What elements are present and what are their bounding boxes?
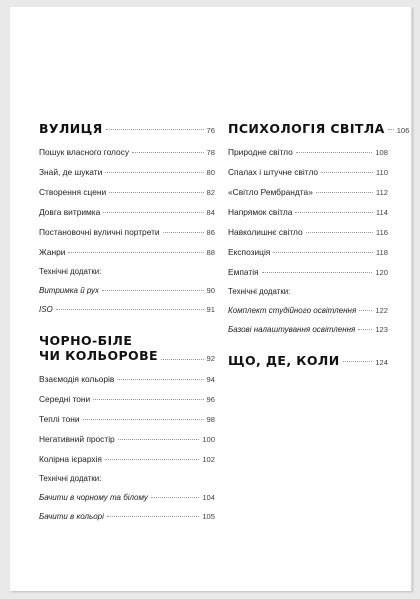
page-number: 96 bbox=[206, 395, 215, 404]
leader-dots bbox=[321, 172, 373, 173]
leader-dots bbox=[103, 212, 203, 213]
page-number: 90 bbox=[206, 286, 215, 295]
leader-dots bbox=[358, 329, 372, 330]
page-number: 110 bbox=[375, 168, 388, 177]
tech-appendix-heading: Технічні додатки: bbox=[39, 267, 102, 276]
page-number: 94 bbox=[206, 375, 215, 384]
toc-entry[interactable] bbox=[39, 167, 215, 178]
entry-label: Природне світло bbox=[228, 147, 293, 157]
leader-dots bbox=[132, 152, 203, 153]
entry-label: Пошук власного голосу bbox=[39, 147, 130, 157]
toc-entry[interactable] bbox=[39, 394, 215, 405]
toc-entry[interactable] bbox=[39, 512, 215, 522]
entry-label: Бачити в чорному та білому bbox=[39, 493, 148, 502]
tech-appendix-heading: Технічні додатки: bbox=[228, 287, 291, 296]
leader-dots bbox=[316, 192, 373, 193]
entry-label: Колірна ієрархія bbox=[39, 454, 102, 464]
toc-entry[interactable] bbox=[39, 147, 215, 158]
toc-entry[interactable] bbox=[39, 454, 215, 465]
page-number: 80 bbox=[206, 168, 215, 177]
leader-dots bbox=[163, 232, 204, 233]
entry-label: Експозиція bbox=[228, 247, 271, 257]
section-heading-what-where-when[interactable] bbox=[228, 353, 388, 368]
leader-dots bbox=[296, 152, 373, 153]
page-number: 86 bbox=[206, 228, 215, 237]
page-number: 105 bbox=[202, 512, 215, 521]
leader-dots bbox=[117, 379, 203, 380]
section-heading-bw-color[interactable] bbox=[39, 333, 215, 363]
leader-dots bbox=[106, 129, 204, 130]
leader-dots bbox=[118, 439, 200, 440]
entry-label: Витримка й рух bbox=[39, 286, 100, 295]
toc-entry[interactable] bbox=[39, 207, 215, 218]
section-heading-street[interactable] bbox=[39, 121, 215, 136]
page-number: 104 bbox=[202, 493, 215, 502]
entry-label: Середні тони bbox=[39, 394, 91, 404]
page-number: 92 bbox=[206, 354, 215, 363]
leader-dots bbox=[102, 290, 204, 291]
page-number: 76 bbox=[206, 126, 215, 135]
entry-label: ISO bbox=[39, 305, 53, 314]
leader-dots bbox=[151, 497, 199, 498]
leader-dots bbox=[68, 252, 203, 253]
page-number: 88 bbox=[206, 248, 215, 257]
entry-label: Навколишнє світло bbox=[228, 227, 303, 237]
page-number: 98 bbox=[206, 415, 215, 424]
entry-label: Бачити в кольорі bbox=[39, 512, 104, 521]
leader-dots bbox=[161, 359, 204, 360]
toc-entry[interactable] bbox=[228, 207, 388, 218]
toc-entry[interactable] bbox=[228, 167, 388, 178]
leader-dots bbox=[306, 232, 373, 233]
toc-entry[interactable] bbox=[228, 147, 388, 158]
section-heading-light[interactable] bbox=[228, 121, 410, 136]
leader-dots bbox=[343, 361, 373, 362]
page-number: 120 bbox=[375, 268, 388, 277]
leader-dots bbox=[83, 419, 204, 420]
page-number: 118 bbox=[375, 248, 388, 257]
section-title bbox=[39, 333, 158, 363]
page-number: 106 bbox=[396, 126, 410, 135]
leader-dots bbox=[273, 252, 373, 253]
entry-label: Теплі тони bbox=[39, 414, 80, 424]
leader-dots bbox=[109, 192, 203, 193]
page-number: 82 bbox=[206, 188, 215, 197]
toc-entry[interactable] bbox=[39, 414, 215, 425]
toc-entry[interactable] bbox=[39, 286, 215, 296]
entry-label: Взаємодія кольорів bbox=[39, 374, 115, 384]
toc-entry[interactable] bbox=[228, 325, 388, 335]
entry-label: Негативний простір bbox=[39, 434, 115, 444]
entry-label: Спалах і штучне світло bbox=[228, 167, 319, 177]
toc-entry[interactable] bbox=[39, 434, 215, 445]
toc-entry[interactable] bbox=[228, 267, 388, 278]
toc-entry[interactable] bbox=[39, 187, 215, 198]
leader-dots bbox=[105, 459, 199, 460]
toc-right-column bbox=[228, 121, 410, 379]
page-number: 123 bbox=[375, 325, 388, 334]
leader-dots bbox=[107, 516, 199, 517]
toc-entry[interactable] bbox=[39, 247, 215, 258]
leader-dots bbox=[105, 172, 203, 173]
page-number: 112 bbox=[375, 188, 388, 197]
entry-label: Довга витримка bbox=[39, 207, 101, 217]
section-title: ВУЛИЦЯ bbox=[39, 121, 103, 136]
toc-left-column bbox=[39, 121, 215, 531]
toc-entry[interactable] bbox=[39, 493, 215, 503]
entry-label: Постановочні вуличні портрети bbox=[39, 227, 160, 237]
section-title: ПСИХОЛОГІЯ СВІТЛА bbox=[228, 121, 385, 136]
leader-dots bbox=[262, 272, 373, 273]
leader-dots bbox=[388, 129, 394, 130]
toc-entry[interactable] bbox=[228, 187, 388, 198]
section-title-line-1: ЧОРНО-БІЛЕ bbox=[39, 333, 133, 348]
toc-entry[interactable] bbox=[228, 247, 388, 258]
entry-label: Базові налаштування освітлення bbox=[228, 325, 356, 334]
page-number: 84 bbox=[206, 208, 215, 217]
page-number: 108 bbox=[375, 148, 388, 157]
page-number: 91 bbox=[206, 305, 215, 314]
entry-label: Напрямок світла bbox=[228, 207, 293, 217]
entry-label: Комплект студійного освітлення bbox=[228, 306, 357, 315]
page-number: 100 bbox=[202, 435, 215, 444]
entry-label: Емпатія bbox=[228, 267, 259, 277]
toc-entry[interactable] bbox=[228, 306, 388, 316]
page-number: 124 bbox=[375, 358, 388, 367]
page-number: 102 bbox=[202, 455, 215, 464]
page-number: 78 bbox=[206, 148, 215, 157]
leader-dots bbox=[359, 310, 372, 311]
page-number: 116 bbox=[375, 228, 388, 237]
toc-entry[interactable] bbox=[39, 374, 215, 385]
toc-entry[interactable] bbox=[228, 227, 388, 238]
leader-dots bbox=[93, 399, 203, 400]
page-number: 114 bbox=[375, 208, 388, 217]
section-title: ЩО, ДЕ, КОЛИ bbox=[228, 353, 340, 368]
leader-dots bbox=[56, 309, 204, 310]
section-title-line-2: ЧИ КОЛЬОРОВЕ bbox=[39, 348, 158, 363]
entry-label: Створення сцени bbox=[39, 187, 107, 197]
toc-entry[interactable] bbox=[39, 305, 215, 315]
leader-dots bbox=[295, 212, 372, 213]
book-page bbox=[10, 7, 412, 591]
entry-label: Жанри bbox=[39, 247, 66, 257]
tech-appendix-heading: Технічні додатки: bbox=[39, 474, 102, 483]
page-number: 122 bbox=[375, 306, 388, 315]
entry-label: «Світло Рембрандта» bbox=[228, 187, 313, 197]
entry-label: Знай, де шукати bbox=[39, 167, 103, 177]
toc-entry[interactable] bbox=[39, 227, 215, 238]
